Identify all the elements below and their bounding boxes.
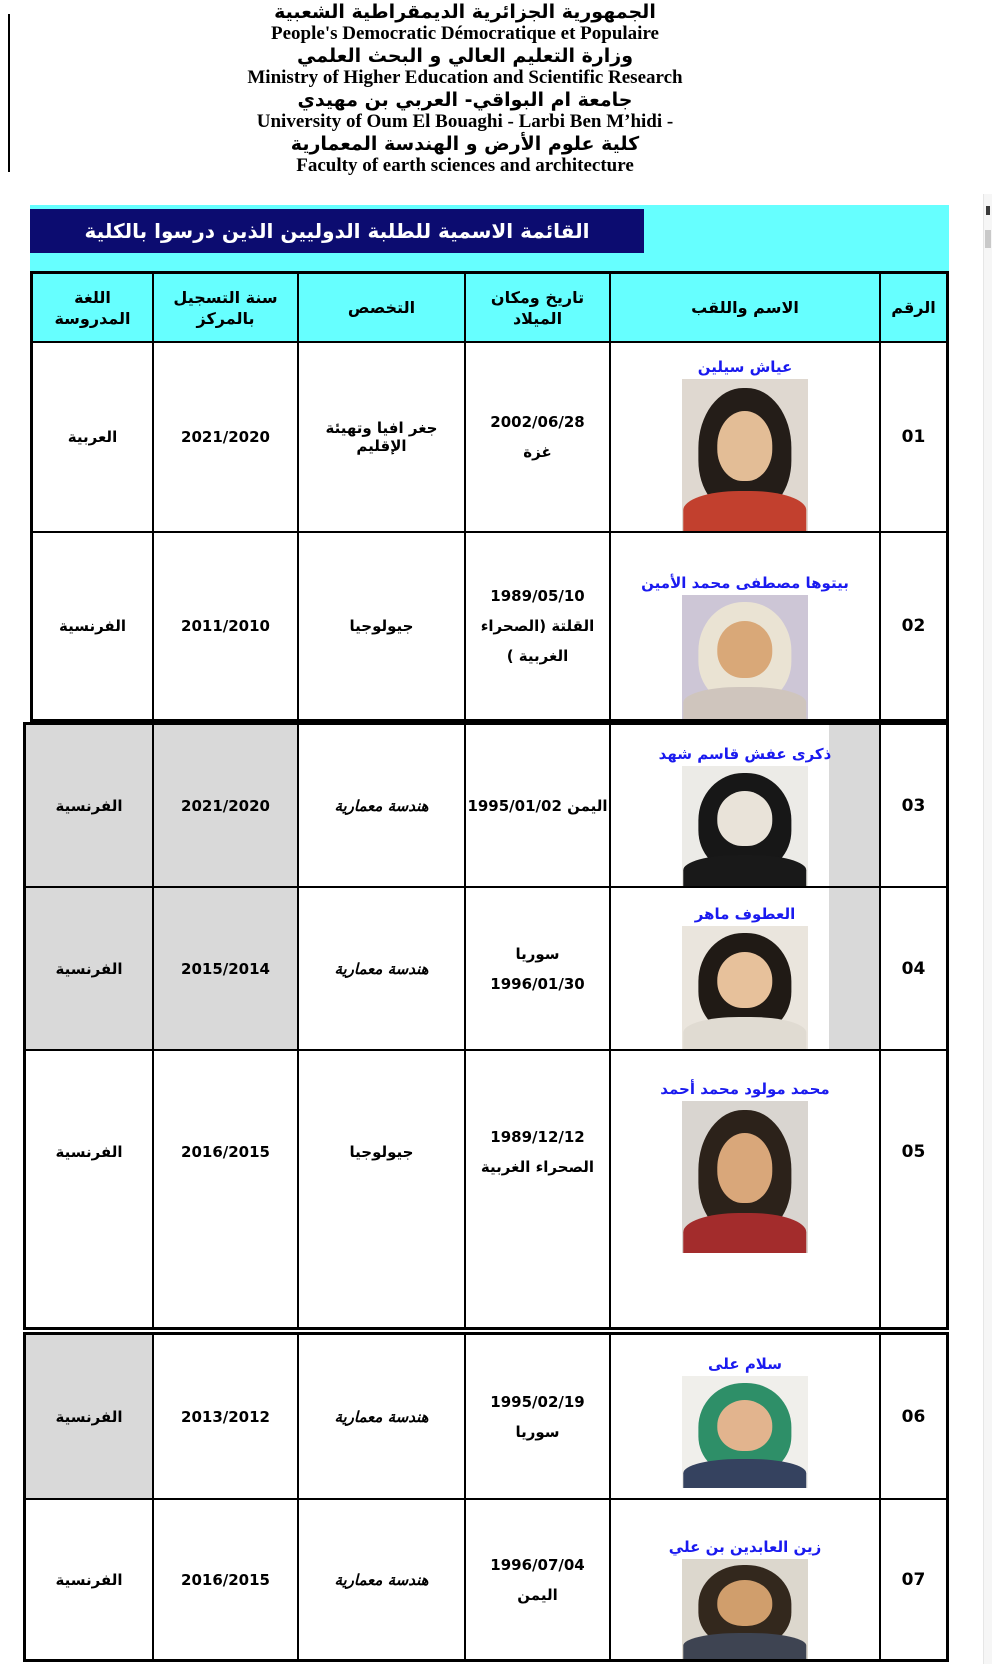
cell-name-photo <box>610 1050 880 1328</box>
dob-line: 1989/12/12 <box>490 1128 585 1146</box>
cell-specialty: جيولوجيا <box>298 1050 465 1328</box>
cell-number: 02 <box>880 532 947 720</box>
dob-line: الصحراء الغربية <box>480 1158 595 1176</box>
cell-language: الفرنسية <box>32 532 153 720</box>
photo-face <box>717 411 772 481</box>
photo-torso <box>683 491 806 531</box>
dob-line: القلتة (الصحراء الغربية ) <box>480 617 595 665</box>
cell-name-photo <box>610 532 880 720</box>
student-name: زين العابدين بن علي <box>668 1538 822 1556</box>
photo-face <box>717 1400 772 1452</box>
column-header-language: اللغة المدروسة <box>32 273 153 342</box>
dob-line: سوريا 1996/01/30 <box>490 944 585 993</box>
cell-specialty: جيولوجيا <box>298 532 465 720</box>
cell-name-photo <box>610 887 880 1050</box>
cell-number: 07 <box>880 1499 947 1660</box>
dob-line: 1995/02/19 <box>490 1392 585 1411</box>
letterhead-line-en: People's Democratic Démocratique et Populaire <box>271 23 659 44</box>
student-name: العطوف ماهر <box>694 905 796 923</box>
cell-number: 01 <box>880 342 947 532</box>
cell-year: 2016/2015 <box>153 1050 298 1328</box>
students-table-section-1 <box>30 271 949 722</box>
photo-face <box>717 952 772 1009</box>
student-photo <box>682 766 808 886</box>
cell-number: 04 <box>880 887 947 1050</box>
cell-name-photo <box>610 1334 880 1499</box>
cell-year: 2021/2020 <box>153 724 298 887</box>
scrollbar-arrow-icon[interactable] <box>986 206 990 215</box>
cell-dob <box>465 887 610 1050</box>
letterhead-line-en: Ministry of Higher Education and Scientific Research <box>247 67 683 88</box>
cell-dob <box>465 724 610 887</box>
student-photo <box>682 926 808 1049</box>
cell-dob <box>465 1499 610 1660</box>
cell-dob <box>465 532 610 720</box>
cell-year: 2011/2010 <box>153 532 298 720</box>
letterhead-line-ar: جامعة ام البواقي- العربي بن مهيدي <box>297 89 633 111</box>
photo-torso <box>683 1213 806 1253</box>
photo-torso <box>683 1633 806 1659</box>
photo-torso <box>683 855 806 886</box>
letterhead-line-ar: الجمهورية الجزائرية الديمقراطية الشعبية <box>274 1 656 23</box>
student-name: سلام على <box>708 1355 782 1373</box>
photo-face <box>717 791 772 846</box>
cell-language: العربية <box>32 342 153 532</box>
cell-specialty: هندسة معمارية <box>298 1499 465 1660</box>
dob-line: 1996/07/04 <box>490 1555 585 1574</box>
column-header-dob: تاريخ ومكان الميلاد <box>465 273 610 342</box>
student-name: بيتوها مصطفى محمد الأمين <box>641 574 849 592</box>
student-photo <box>682 379 808 531</box>
dob-line: 2002/06/28 <box>490 413 585 431</box>
dob-line: سوريا <box>515 1422 560 1441</box>
dob-line: غزة <box>523 443 552 461</box>
column-header-specialty: التخصص <box>298 273 465 342</box>
cell-language: الفرنسية <box>25 1499 153 1660</box>
student-photo <box>682 1101 808 1253</box>
shaded-strip <box>829 725 879 886</box>
cell-language: الفرنسية <box>25 887 153 1050</box>
vertical-scrollbar[interactable] <box>983 194 992 1664</box>
student-name: عياش سيلين <box>697 358 793 376</box>
students-table-section-3 <box>23 1332 949 1662</box>
letterhead-line-en: University of Oum El Bouaghi - Larbi Ben M’hidi - <box>256 111 674 132</box>
photo-torso <box>683 687 806 719</box>
photo-face <box>717 1133 772 1203</box>
column-header-name: الاسم واللقب <box>610 273 880 342</box>
photo-face <box>717 1580 772 1626</box>
student-photo <box>682 1376 808 1488</box>
student-photo <box>682 595 808 719</box>
cell-specialty: جغر افيا وتهيئة الإقليم <box>298 342 465 532</box>
photo-torso <box>683 1017 806 1049</box>
letterhead-line-ar: وزارة التعليم العالي و البحث العلمي <box>297 45 633 67</box>
cell-name-photo <box>610 342 880 532</box>
student-photo <box>682 1559 808 1659</box>
cell-year: 2016/2015 <box>153 1499 298 1660</box>
dob-line: 1989/05/10 <box>490 587 585 605</box>
cell-number: 06 <box>880 1334 947 1499</box>
student-name: ذكرى عفش قاسم شهد <box>658 745 832 763</box>
photo-torso <box>683 1459 806 1488</box>
photo-face <box>717 621 772 678</box>
cell-dob <box>465 342 610 532</box>
cell-year: 2015/2014 <box>153 887 298 1050</box>
cell-language: الفرنسية <box>25 724 153 887</box>
column-header-number: الرقم <box>880 273 947 342</box>
cell-year: 2021/2020 <box>153 342 298 532</box>
student-name: محمد مولود محمد أحمد <box>660 1080 830 1098</box>
column-header-year: سنة التسجيل بالمركز <box>153 273 298 342</box>
scrollbar-thumb[interactable] <box>985 230 991 248</box>
cell-specialty: هندسة معمارية <box>298 887 465 1050</box>
cell-year: 2013/2012 <box>153 1334 298 1499</box>
cell-dob <box>465 1334 610 1499</box>
letterhead-line-ar: كلية علوم الأرض و الهندسة المعمارية <box>290 133 640 155</box>
cell-number: 05 <box>880 1050 947 1328</box>
cell-number: 03 <box>880 724 947 887</box>
cell-name-photo <box>610 724 880 887</box>
dob-line: اليمن 1995/01/02 <box>467 796 608 815</box>
cell-language: الفرنسية <box>25 1334 153 1499</box>
shaded-strip <box>829 888 879 1049</box>
dob-line: اليمن <box>517 1585 558 1604</box>
cell-name-photo <box>610 1499 880 1660</box>
letterhead-line-en: Faculty of earth sciences and architecture <box>296 155 634 176</box>
cell-dob <box>465 1050 610 1328</box>
letterhead <box>0 1 930 177</box>
cell-specialty: هندسة معمارية <box>298 724 465 887</box>
cell-specialty: هندسة معمارية <box>298 1334 465 1499</box>
title-band <box>30 205 949 271</box>
cell-language: الفرنسية <box>25 1050 153 1328</box>
students-table-section-2 <box>23 722 949 1330</box>
page-title: القائمة الاسمية للطلبة الدوليين الذين درسوا بالكلية <box>30 209 644 253</box>
